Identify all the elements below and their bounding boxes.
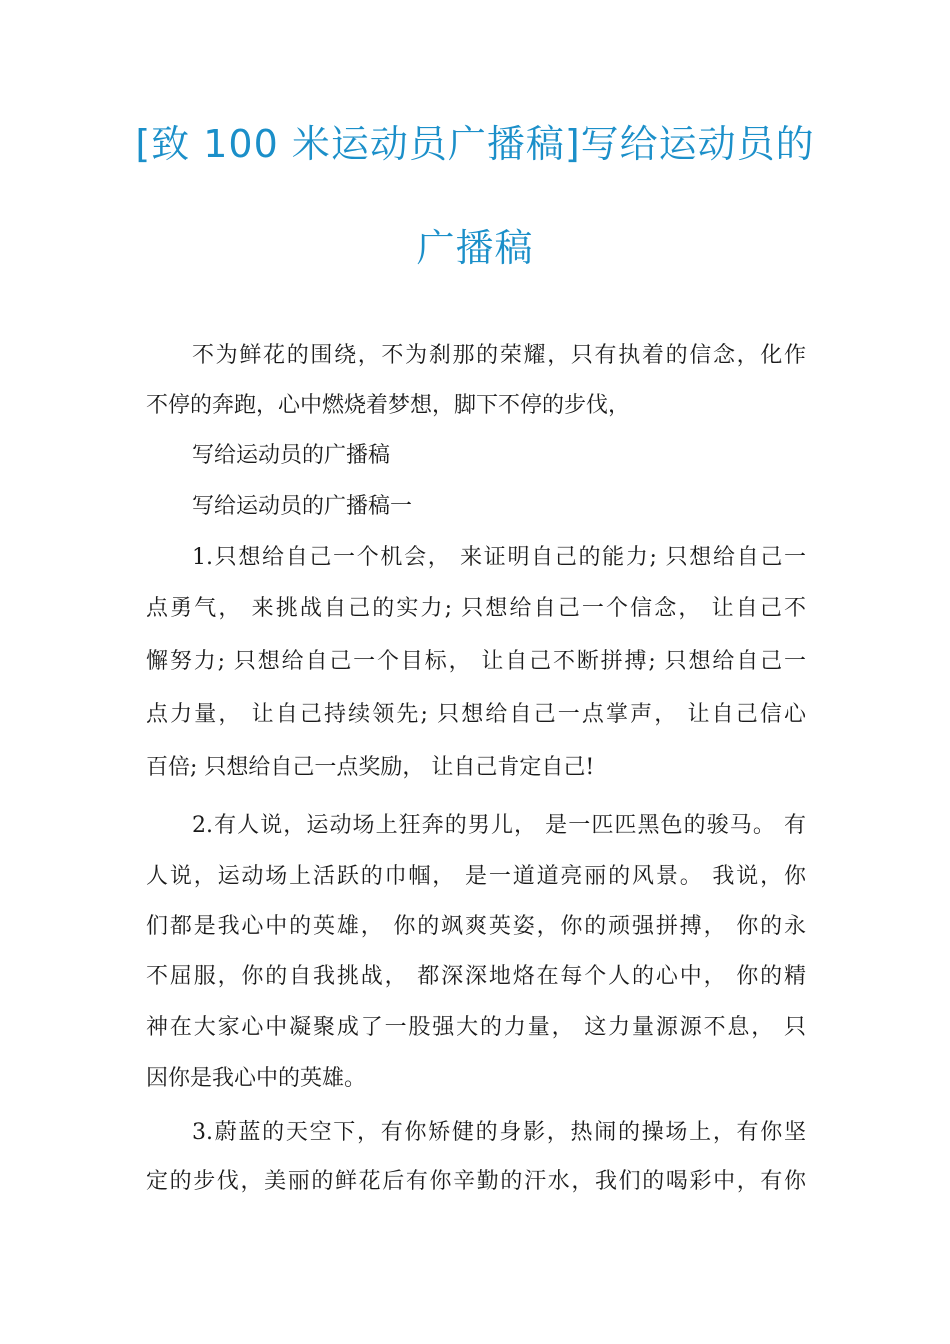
document-title-line-2: 广播稿 — [416, 226, 534, 270]
paragraph-1-line-4: 点力量， 让自己持续领先; 只想给自己一点掌声， 让自己信心 — [146, 702, 806, 727]
section-heading: 写给运动员的广播稿 — [192, 443, 391, 468]
paragraph-intro-line-2: 不停的奔跑，心中燃烧着梦想，脚下不停的步伐， — [146, 393, 631, 418]
paragraph-1-line-3: 懈努力; 只想给自己一个目标， 让自己不断拼搏; 只想给自己一 — [146, 649, 806, 674]
document-title-line-1: [致 100 米运动员广播稿]写给运动员的 — [135, 122, 815, 166]
paragraph-1-line-5: 百倍; 只想给自己一点奖励， 让自己肯定自己! — [146, 755, 595, 780]
paragraph-2-line-4: 不屈服，你的自我挑战， 都深深地烙在每个人的心中， 你的精 — [146, 964, 806, 989]
section-subheading: 写给运动员的广播稿一 — [192, 494, 413, 519]
paragraph-2-line-6: 因你是我心中的英雄。 — [146, 1066, 367, 1091]
paragraph-intro-line-1: 不为鲜花的围绕，不为刹那的荣耀，只有执着的信念，化作 — [192, 343, 806, 368]
paragraph-3-line-2: 定的步伐，美丽的鲜花后有你辛勤的汗水，我们的喝彩中，有你 — [146, 1169, 806, 1194]
paragraph-2-line-2: 人说，运动场上活跃的巾帼， 是一道道亮丽的风景。 我说，你 — [146, 864, 806, 889]
paragraph-1-line-2: 点勇气， 来挑战自己的实力; 只想给自己一个信念， 让自己不 — [146, 596, 806, 621]
paragraph-1-line-1: 1.只想给自己一个机会， 来证明自己的能力; 只想给自己一 — [192, 545, 806, 570]
paragraph-3-line-1: 3.蔚蓝的天空下，有你矫健的身影，热闹的操场上，有你坚 — [192, 1120, 806, 1145]
paragraph-2-line-5: 神在大家心中凝聚成了一股强大的力量， 这力量源源不息， 只 — [146, 1015, 806, 1040]
paragraph-2-line-3: 们都是我心中的英雄， 你的飒爽英姿，你的顽强拼搏， 你的永 — [146, 914, 806, 939]
paragraph-2-line-1: 2.有人说，运动场上狂奔的男儿， 是一匹匹黑色的骏马。 有 — [192, 813, 806, 838]
